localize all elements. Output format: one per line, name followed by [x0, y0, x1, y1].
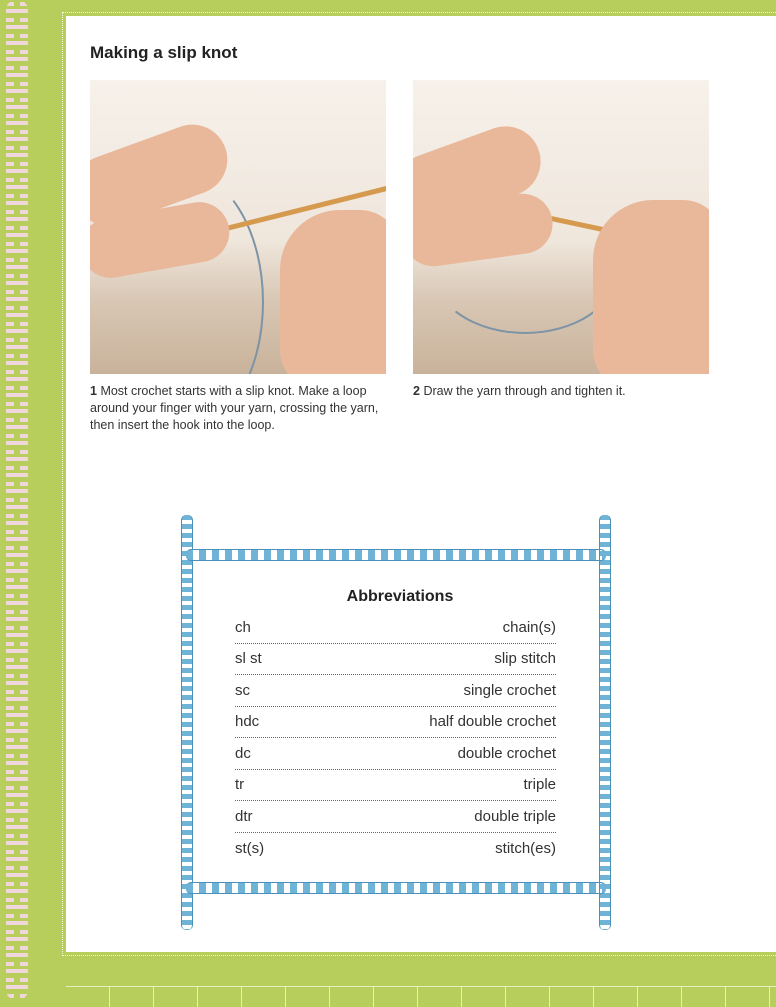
table-row — [235, 833, 556, 865]
table-row — [235, 612, 556, 644]
decorative-chain-border — [6, 0, 28, 1000]
abbreviation: ch — [235, 618, 251, 636]
frame-chain-left — [181, 515, 193, 930]
abbreviation: dtr — [235, 807, 253, 825]
abbreviations-table — [235, 612, 556, 864]
step-number: 1 — [90, 384, 97, 398]
abbreviation: dc — [235, 744, 251, 762]
abbreviation: st(s) — [235, 839, 265, 857]
table-row — [235, 770, 556, 802]
abbreviation: tr — [235, 776, 245, 794]
step-number: 2 — [413, 384, 420, 398]
meaning: half double crochet — [429, 713, 556, 731]
abbreviation: hdc — [235, 713, 260, 731]
step-text: Draw the yarn through and tighten it. — [423, 384, 626, 398]
step-text: Most crochet starts with a slip knot. Make a loop around your finger with your yarn, crossing the yarn, then insert the hook into the loop. — [90, 384, 379, 432]
frame-chain-bottom — [186, 882, 606, 894]
meaning: single crochet — [463, 681, 556, 699]
table-row — [235, 675, 556, 707]
table-row — [235, 644, 556, 676]
meaning: double crochet — [457, 744, 556, 762]
meaning: triple — [523, 776, 556, 794]
step-2-caption — [413, 383, 713, 400]
frame-chain-right — [599, 515, 611, 930]
step-1-photo — [90, 80, 386, 374]
step-2-photo — [413, 80, 709, 374]
table-row — [235, 801, 556, 833]
abbreviations-title: Abbreviations — [346, 588, 454, 605]
footer-strip — [66, 986, 776, 1007]
meaning: double triple — [474, 807, 556, 825]
frame-chain-top — [186, 549, 606, 561]
abbreviation: sc — [235, 681, 250, 699]
abbreviation: sl st — [235, 650, 262, 668]
section-title: Making a slip knot — [90, 43, 238, 62]
meaning: chain(s) — [502, 618, 556, 636]
meaning: slip stitch — [494, 650, 556, 668]
table-row — [235, 707, 556, 739]
step-1-caption — [90, 383, 390, 434]
table-row — [235, 738, 556, 770]
meaning: stitch(es) — [495, 839, 556, 857]
